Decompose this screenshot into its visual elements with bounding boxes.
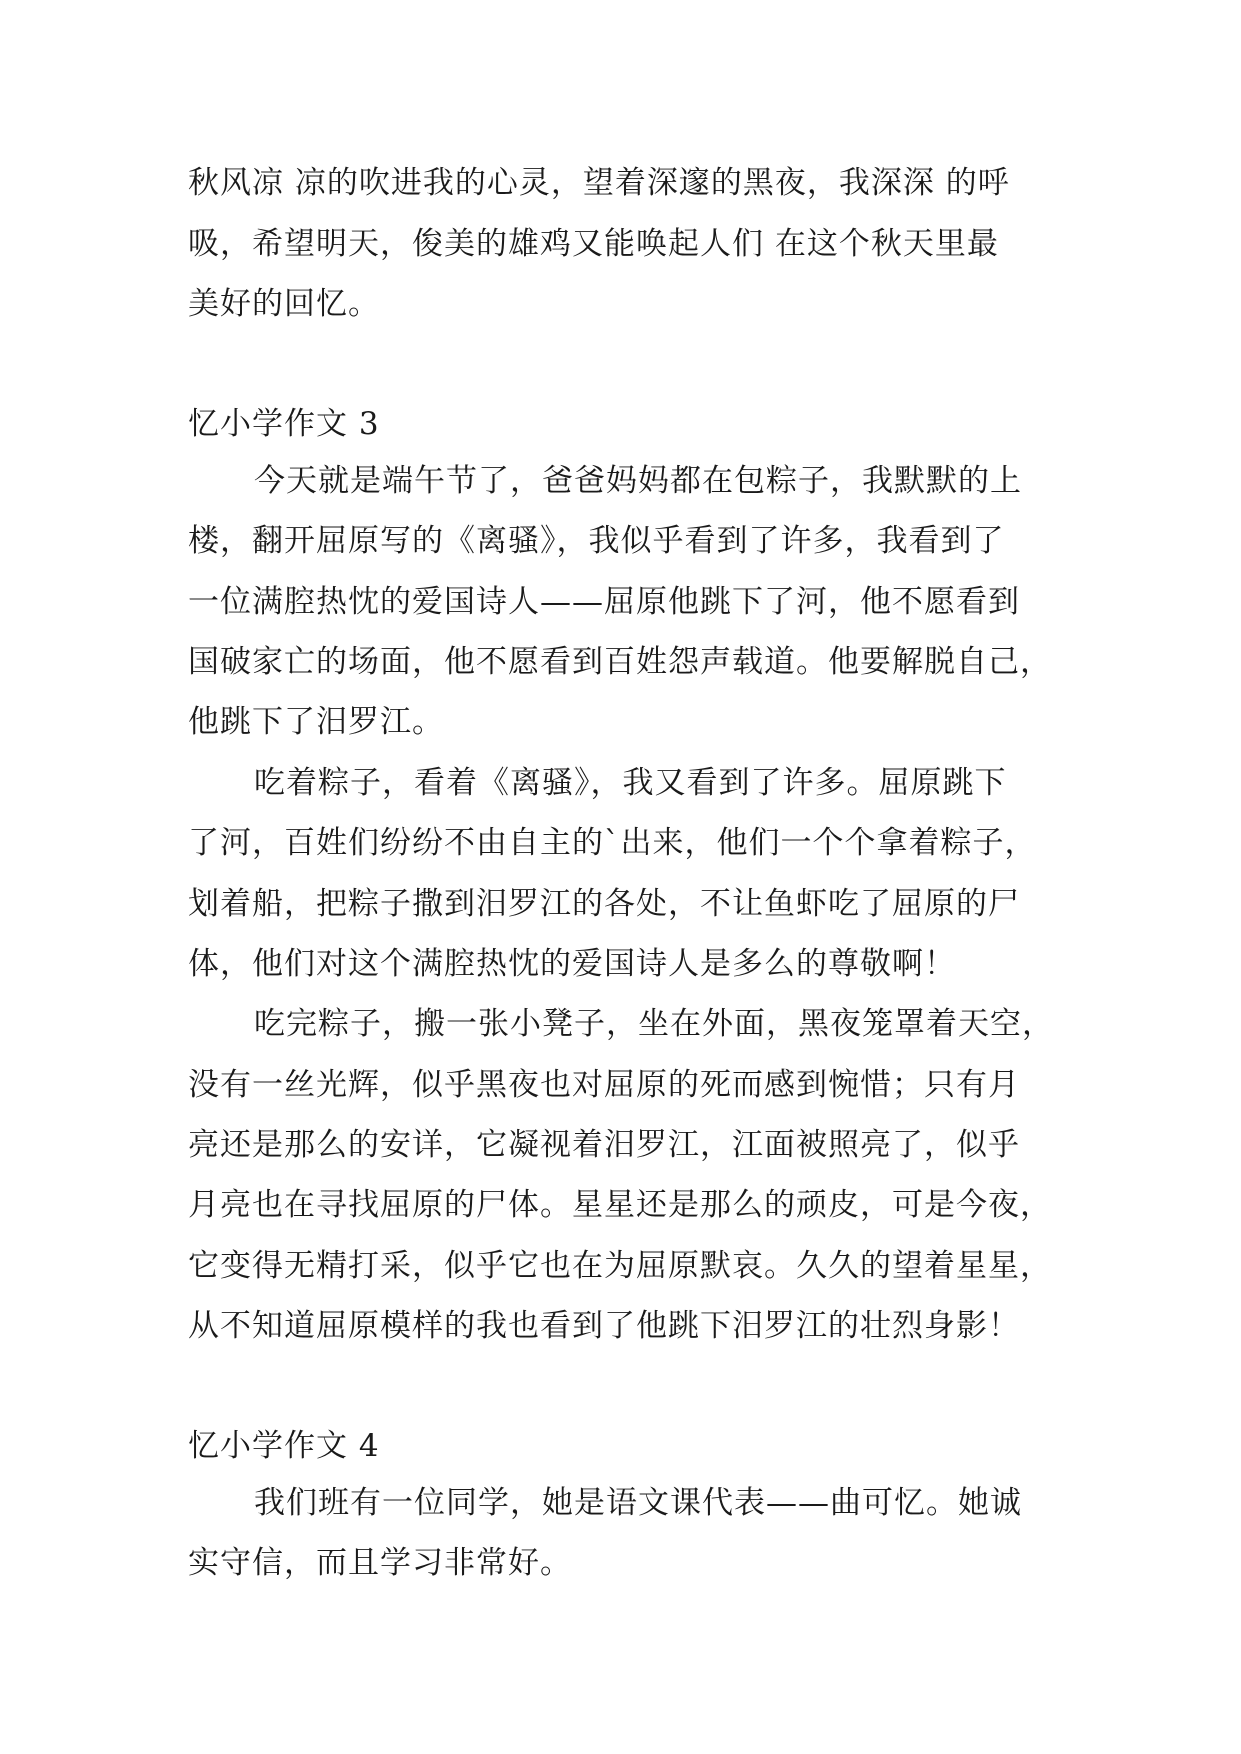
paragraph-line: 没有一丝光辉，似乎黑夜也对屈原的死而感到惋惜；只有月	[188, 1067, 1020, 1103]
paragraph-line: 它变得无精打采，似乎它也在为屈原默哀。久久的望着星星，	[188, 1248, 1052, 1284]
paragraph-line: 楼，翻开屈原写的《离骚》，我似乎看到了许多，我看到了	[188, 523, 1005, 559]
paragraph-line: 吃完粽子，搬一张小凳子，坐在外面，黑夜笼罩着天空，	[254, 1006, 1054, 1042]
paragraph-line: 实守信，而且学习非常好。	[188, 1545, 572, 1581]
paragraph-line: 从不知道屈原模样的我也看到了他跳下汨罗江的壮烈身影！	[188, 1308, 1020, 1344]
paragraph-line: 吃着粽子，看着《离骚》，我又看到了许多。屈原跳下	[254, 765, 1007, 801]
paragraph-line: 了河，百姓们纷纷不由自主的`出来，他们一个个拿着粽子，	[188, 825, 1037, 861]
paragraph-line: 体，他们对这个满腔热忱的爱国诗人是多么的尊敬啊！	[188, 946, 956, 982]
paragraph-line: 秋风凉 凉的吹进我的心灵，望着深邃的黑夜，我深深 的呼	[188, 165, 1010, 201]
paragraph-line: 月亮也在寻找屈原的尸体。星星还是那么的顽皮，可是今夜，	[188, 1187, 1052, 1223]
paragraph-line: 亮还是那么的安详，它凝视着汨罗江，江面被照亮了，似乎	[188, 1127, 1020, 1163]
paragraph-line: 今天就是端午节了，爸爸妈妈都在包粽子，我默默的上	[254, 463, 1022, 499]
paragraph-line: 划着船，把粽子撒到汨罗江的各处，不让鱼虾吃了屈原的尸	[188, 886, 1020, 922]
paragraph-line: 吸，希望明天，俊美的雄鸡又能唤起人们 在这个秋天里最	[188, 226, 999, 262]
paragraph-line: 一位满腔热忱的爱国诗人——屈原他跳下了河，他不愿看到	[188, 584, 1020, 620]
section-title: 忆小学作文 4	[188, 1428, 380, 1464]
paragraph-line: 他跳下了汨罗江。	[188, 704, 444, 740]
paragraph-line: 美好的回忆。	[188, 286, 380, 322]
section-title: 忆小学作文 3	[188, 406, 380, 442]
paragraph-line: 我们班有一位同学，她是语文课代表——曲可忆。她诚	[254, 1485, 1022, 1521]
paragraph-line: 国破家亡的场面，他不愿看到百姓怨声载道。他要解脱自己，	[188, 644, 1052, 680]
